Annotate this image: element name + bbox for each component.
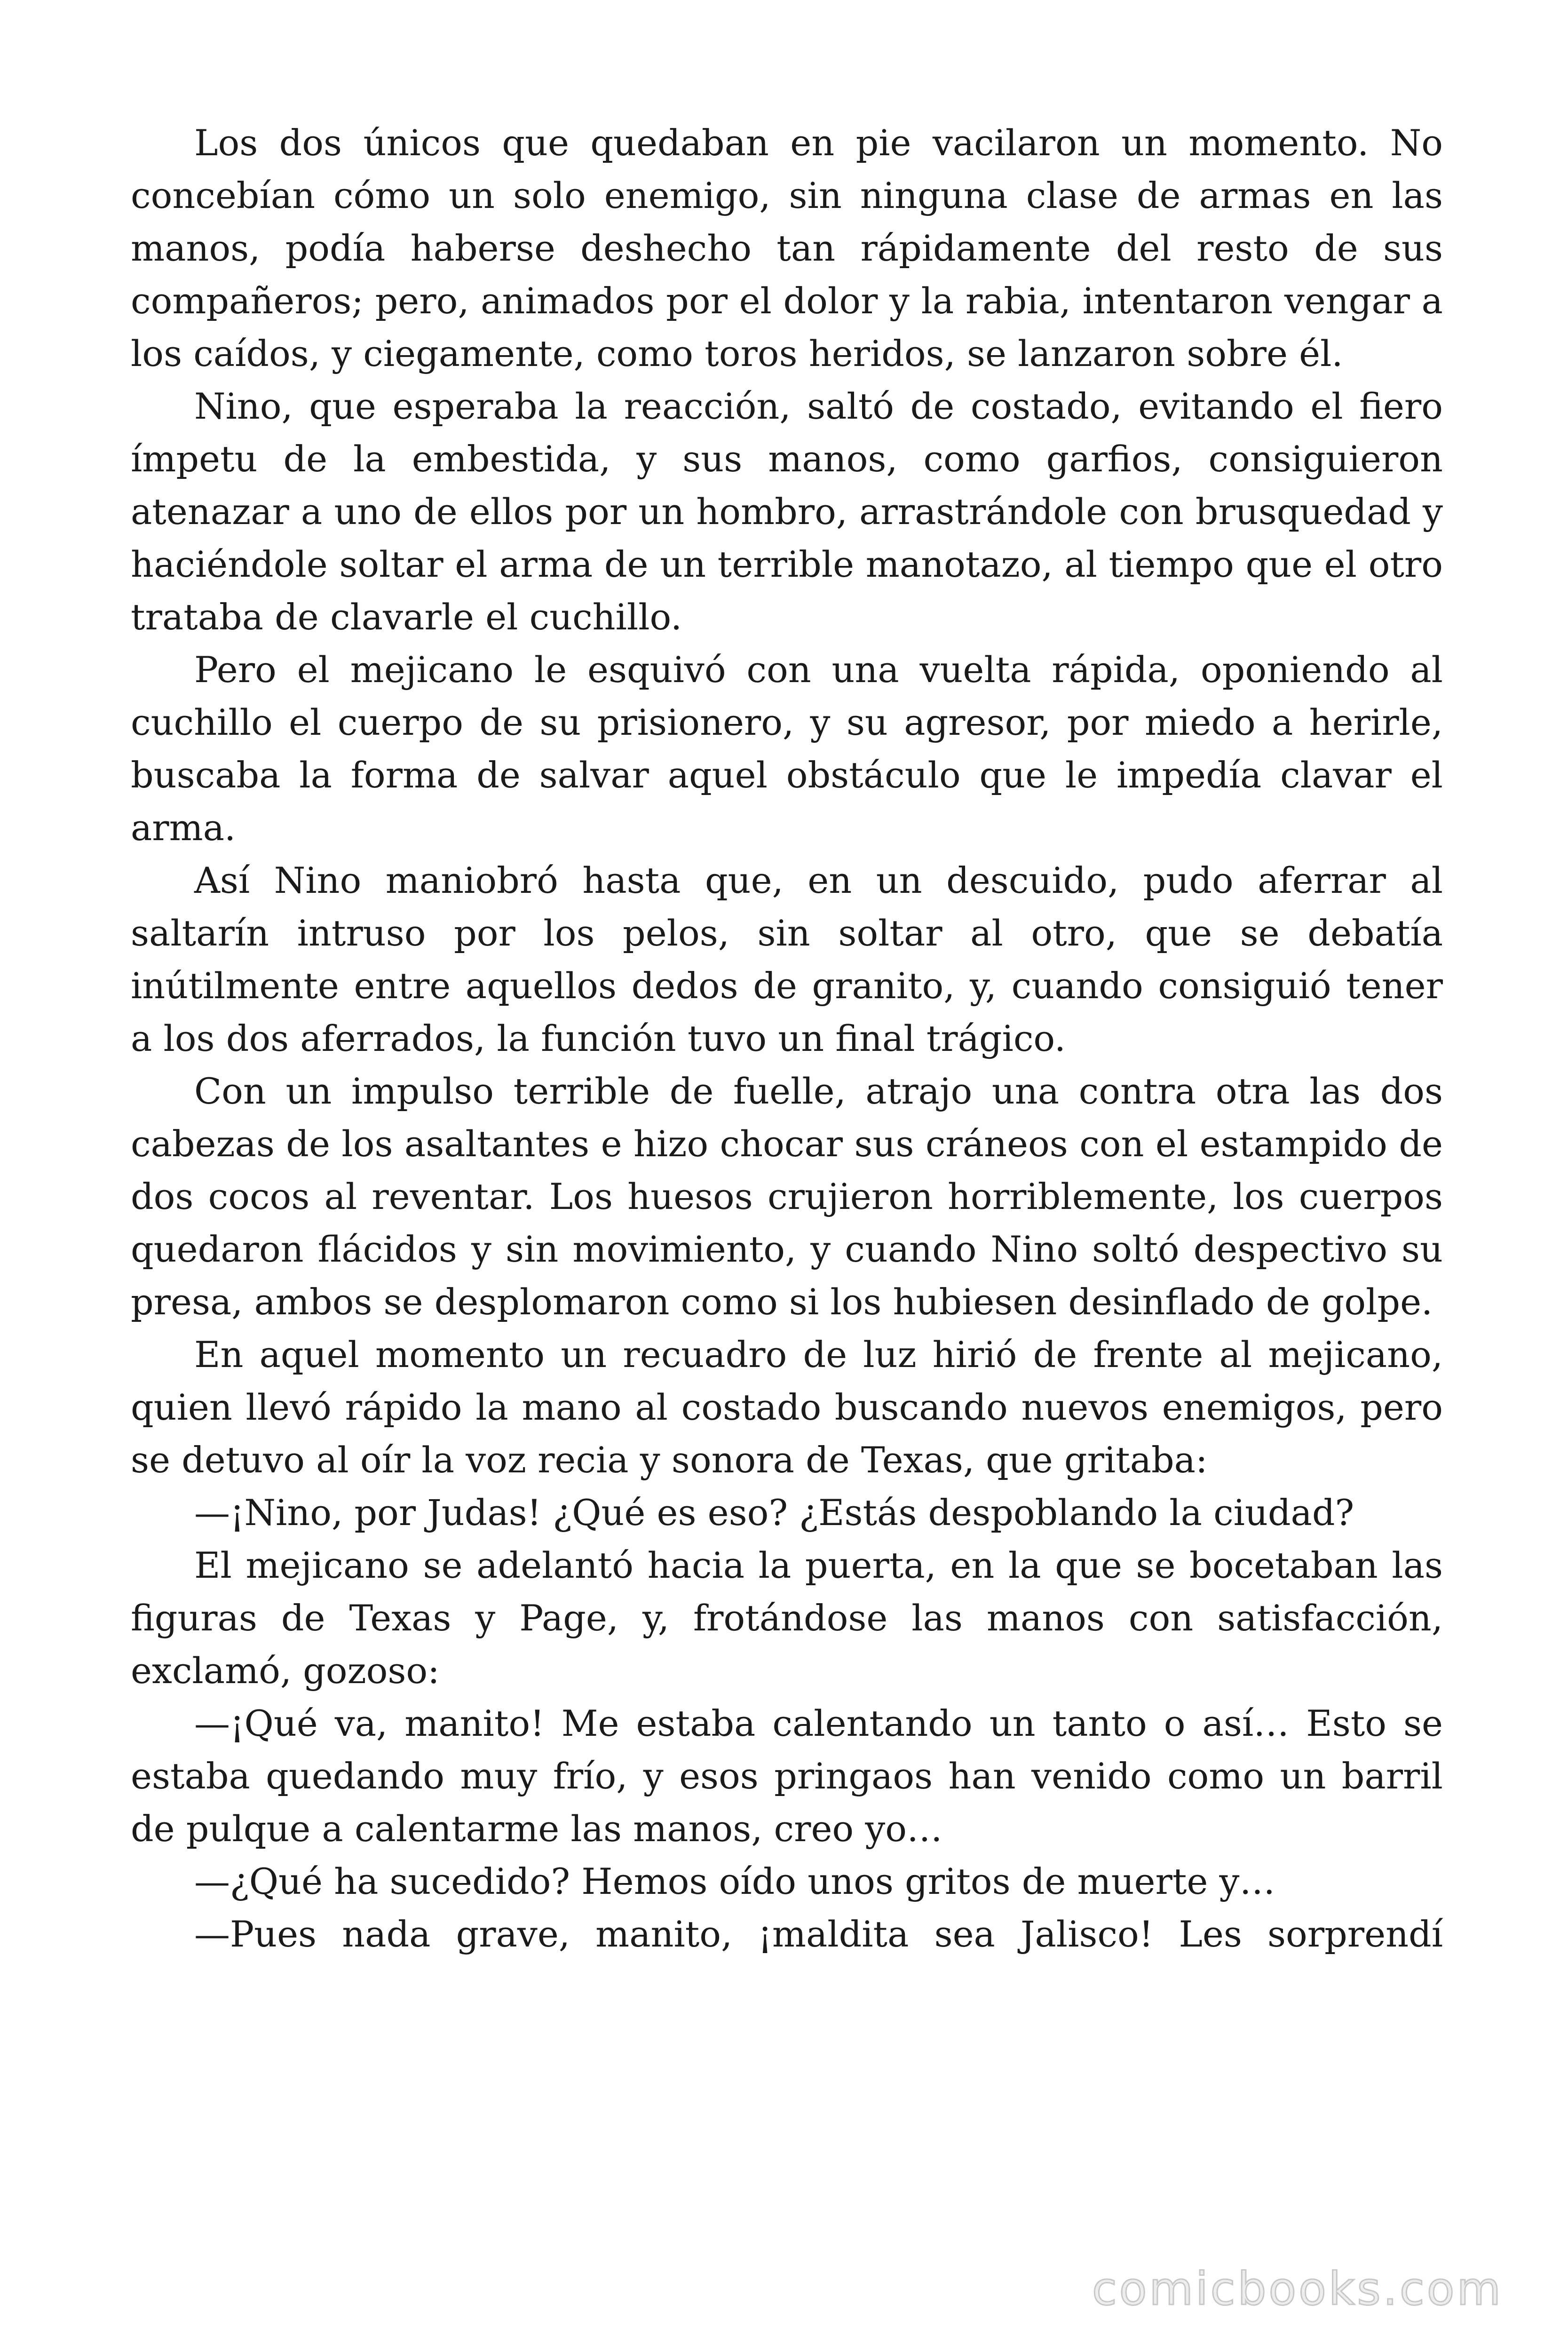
watermark: comicbooks.com: [1092, 2263, 1503, 2315]
paragraph-7: —¡Nino, por Judas! ¿Qué es eso? ¿Estás despoblando la ciudad?: [194, 1492, 1354, 1534]
paragraph-9: —¡Qué va, manito! Me estaba calentando un tanto o así… Esto se estaba quedando muy frío, y esos pringaos han venido como un barril de pulque a calentarme las manos, creo yo…: [131, 1702, 1443, 1850]
paragraph-5: Con un impulso terrible de fuelle, atrajo una contra otra las dos cabezas de los asaltantes e hizo chocar sus cráneos con el estampido de dos cocos al reventar. Los huesos crujieron horriblemente, los cuerpos quedaron flácidos y sin movimiento, y cuando Nino soltó despectivo su presa, ambos se desplomaron como si los hubiesen desinflado de golpe.: [131, 1070, 1443, 1323]
paragraph-10: —¿Qué ha sucedido? Hemos oído unos gritos de muerte y…: [194, 1860, 1275, 1902]
paragraph-2: Nino, que esperaba la reacción, saltó de costado, evitando el fiero ímpetu de la embestida, y sus manos, como garfios, consiguieron atenazar a uno de ellos por un hombro, arrastrándole con brusquedad y haciéndole soltar el arma de un terrible manotazo, al tiempo que el otro trataba de clavarle el cuchillo.: [131, 385, 1443, 638]
paragraph-11: —Pues nada grave, manito, ¡maldita sea Jalisco! Les sorprendí: [194, 1913, 1443, 1955]
paragraph-3: Pero el mejicano le esquivó con una vuelta rápida, oponiendo al cuchillo el cuerpo de su prisionero, y su agresor, por miedo a herirle, buscaba la forma de salvar aquel obstáculo que le impedía clavar el arma.: [131, 649, 1443, 849]
paragraph-1: Los dos únicos que quedaban en pie vacilaron un momento. No concebían cómo un solo enemigo, sin ninguna clase de armas en las manos, podía haberse deshecho tan rápidamente del resto de sus compañeros; pero, animados por el dolor y la rabia, intentaron vengar a los caídos, y ciegamente, como toros heridos, se lanzaron sobre él.: [131, 122, 1443, 374]
paragraph-8: El mejicano se adelantó hacia la puerta, en la que se bocetaban las figuras de Texas y Page, y, frotándose las manos con satisfacción, exclamó, gozoso:: [131, 1544, 1443, 1692]
page-body: [131, 117, 1443, 1961]
paragraph-4: Así Nino maniobró hasta que, en un descuido, pudo aferrar al saltarín intruso por los pelos, sin soltar al otro, que se debatía inútilmente entre aquellos dedos de granito, y, cuando consiguió tener a los dos aferrados, la función tuvo un final trágico.: [131, 859, 1443, 1059]
paragraph-6: En aquel momento un recuadro de luz hirió de frente al mejicano, quien llevó rápido la mano al costado buscando nuevos enemigos, pero se detuvo al oír la voz recia y sonora de Texas, que gritaba:: [131, 1334, 1443, 1481]
